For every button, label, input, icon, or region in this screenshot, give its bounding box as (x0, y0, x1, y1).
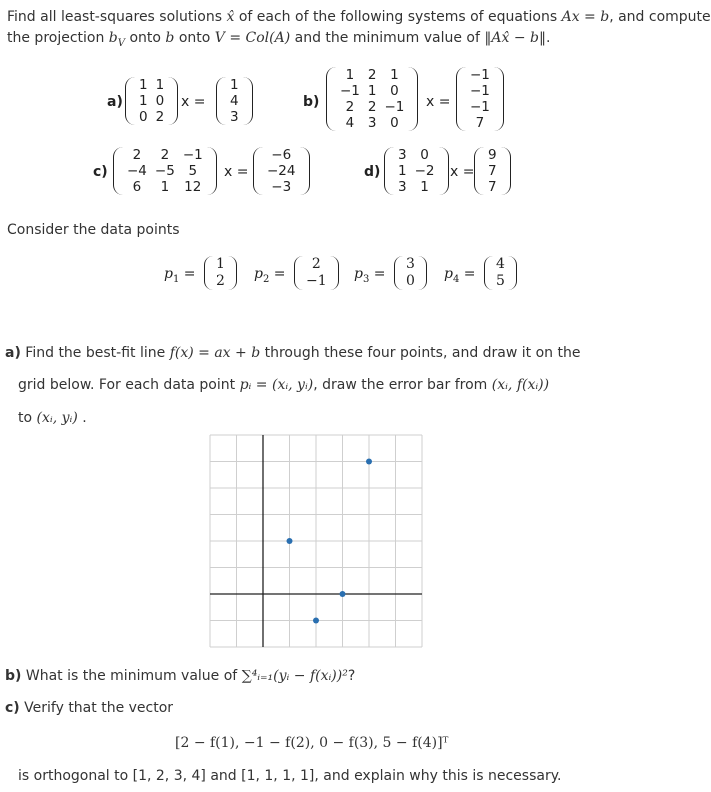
equals-sign: = (369, 266, 386, 282)
right-paren (418, 256, 427, 290)
matrix-entry: 7 (475, 115, 485, 131)
part-a-text: Find the best-fit line (20, 345, 170, 361)
matrix-entry: −5 (154, 163, 175, 179)
part-c-line (5, 698, 173, 718)
intro-text: and the minimum value of (290, 30, 485, 46)
matrix-entry: 1 (139, 93, 148, 109)
point-vector-4 (484, 256, 517, 290)
matrix-entry: 7 (488, 163, 497, 179)
matrix-entry: −1 (470, 83, 490, 99)
matrix-entry: −1 (384, 99, 405, 115)
right-paren (207, 147, 217, 195)
point-vector-1 (204, 256, 237, 290)
point-vector-3 (394, 256, 427, 290)
error-bar-start: (xᵢ, f(xᵢ)) (491, 377, 550, 393)
left-paren (484, 256, 493, 290)
system-b-rhs (456, 67, 504, 131)
v-definition: V = Col(A) (214, 30, 291, 46)
left-paren (394, 256, 403, 290)
right-paren (408, 67, 418, 131)
data-point-4 (366, 459, 372, 465)
left-paren (204, 256, 213, 290)
matrix-entry: 2 (367, 67, 377, 83)
vector-entry: 1 (216, 256, 225, 272)
matrix-entry: −24 (267, 163, 296, 179)
x-equals: x = (224, 164, 249, 180)
part-c-text: Verify that the vector (19, 700, 174, 716)
error-bar-end: (xᵢ, yᵢ) (36, 410, 78, 426)
intro-text: onto (174, 30, 215, 46)
left-paren (294, 256, 303, 290)
right-paren (228, 256, 237, 290)
matrix-entry: −2 (414, 163, 435, 179)
matrix-entry: 0 (390, 115, 399, 131)
matrix-entry: −1 (340, 83, 360, 99)
x-equals: x = (181, 94, 206, 110)
left-paren (253, 147, 263, 195)
scatter-grid (210, 435, 422, 647)
intro-line-2 (7, 28, 550, 54)
point-label-4 (444, 266, 476, 285)
part-a-line-1 (5, 343, 580, 363)
vector-entry: 2 (311, 256, 321, 272)
point-label-3 (354, 266, 386, 285)
point-subscript: 1 (172, 273, 180, 285)
matrix-entry: −3 (271, 179, 292, 195)
matrix-entry: −1 (470, 67, 490, 83)
matrix-entry: 0 (420, 147, 429, 163)
equals-sign: = (459, 266, 476, 282)
right-paren (501, 147, 511, 195)
sum-squared-errors: ∑⁴ᵢ₌₁(yᵢ − f(xᵢ))² (241, 668, 348, 684)
matrix-entry: 0 (390, 83, 399, 99)
matrix-entry: 6 (132, 179, 142, 195)
matrix-entry: −1 (470, 99, 490, 115)
matrix-entry: 1 (160, 179, 170, 195)
left-paren (326, 67, 336, 131)
matrix-entry: 1 (155, 77, 165, 93)
matrix-entry: 1 (230, 77, 239, 93)
matrix-entry: 7 (488, 179, 497, 195)
matrix-entry: 2 (132, 147, 142, 163)
bv-subscript: V (117, 37, 125, 49)
point-name: p (354, 266, 363, 282)
equals-sign: = (269, 266, 286, 282)
part-a-text: , draw the error bar from (313, 377, 492, 393)
matrix-entry: 2 (160, 147, 170, 163)
point-vector-2 (294, 256, 339, 290)
point-label-1 (164, 266, 196, 285)
xhat-symbol: x̂ (226, 9, 235, 25)
point-subscript: 3 (362, 273, 370, 285)
system-a-matrix (125, 77, 178, 125)
system-a-label: a) (107, 94, 123, 110)
intro-text: Find all least-squares solutions (7, 9, 227, 25)
matrix-entry: 1 (139, 77, 148, 93)
matrix-entry: 12 (184, 179, 202, 195)
system-equation: Ax = b (561, 9, 610, 25)
left-paren (384, 147, 394, 195)
matrix-entry: 0 (139, 109, 148, 125)
part-a-text: to (18, 410, 37, 426)
system-a-rhs (216, 77, 253, 125)
matrix-entry: 1 (398, 163, 407, 179)
part-a-label: a) (5, 345, 21, 361)
right-paren (439, 147, 449, 195)
matrix-entry: 3 (367, 115, 377, 131)
matrix-entry: 1 (367, 83, 377, 99)
intro-text: onto (125, 30, 166, 46)
system-c-matrix (113, 147, 217, 195)
point-label-2 (254, 266, 286, 285)
system-d-label: d) (364, 164, 381, 180)
point-subscript: 2 (262, 273, 270, 285)
part-a-line-3 (18, 408, 87, 428)
orthogonal-statement: is orthogonal to [1, 2, 3, 4] and [1, 1, 1, 1], and explain why this is necessary. (18, 768, 562, 784)
system-d-rhs (474, 147, 511, 195)
matrix-entry: −1 (182, 147, 203, 163)
left-paren (456, 67, 466, 131)
b-symbol: b (165, 30, 175, 46)
system-d-matrix (384, 147, 449, 195)
matrix-entry: 9 (488, 147, 497, 163)
right-paren (330, 256, 339, 290)
system-b-label: b) (303, 94, 320, 110)
right-paren (508, 256, 517, 290)
equals-sign: = (179, 266, 196, 282)
vector-entry: −1 (306, 273, 327, 289)
norm-expression: ‖Ax̂ − b‖ (484, 30, 546, 46)
data-point-3 (340, 591, 346, 597)
data-point-2 (313, 618, 319, 624)
data-point-formula: pᵢ = (xᵢ, yᵢ) (239, 377, 314, 393)
matrix-entry: 2 (367, 99, 377, 115)
point-subscript: 4 (452, 273, 460, 285)
residual-vector: [2 − f(1), −1 − f(2), 0 − f(3), 5 − f(4)]ᵀ (175, 735, 449, 751)
system-c-label: c) (93, 164, 108, 180)
matrix-entry: 2 (345, 99, 355, 115)
left-paren (474, 147, 484, 195)
part-b-label: b) (5, 668, 22, 684)
part-c-label: c) (5, 700, 20, 716)
matrix-entry: 3 (398, 179, 407, 195)
point-name: p (164, 266, 173, 282)
matrix-entry: 4 (230, 93, 239, 109)
left-paren (125, 77, 135, 125)
system-b-matrix (326, 67, 418, 131)
left-paren (216, 77, 226, 125)
part-b-line (5, 666, 355, 686)
bv-symbol: b (108, 30, 118, 46)
matrix-entry: 4 (345, 115, 355, 131)
right-paren (300, 147, 310, 195)
part-a-text: through these four points, and draw it on the (260, 345, 581, 361)
vector-entry: 5 (496, 273, 505, 289)
matrix-entry: 3 (398, 147, 407, 163)
part-a-text: grid below. For each data point (18, 377, 240, 393)
point-name: p (254, 266, 263, 282)
matrix-entry: 1 (390, 67, 399, 83)
part-b-text: What is the minimum value of (21, 668, 242, 684)
intro-text: . (546, 30, 551, 46)
x-equals: x = (450, 164, 475, 180)
system-c-rhs (253, 147, 310, 195)
matrix-entry: 3 (230, 109, 239, 125)
right-paren (168, 77, 178, 125)
matrix-entry: 0 (155, 93, 165, 109)
vector-entry: 0 (406, 273, 415, 289)
point-name: p (444, 266, 453, 282)
vector-entry: 3 (406, 256, 415, 272)
vector-entry: 4 (496, 256, 505, 272)
intro-line-1 (7, 7, 711, 27)
part-a-text: . (77, 410, 87, 426)
x-equals: x = (426, 94, 451, 110)
matrix-entry: 1 (420, 179, 429, 195)
best-fit-formula: f(x) = ax + b (169, 345, 261, 361)
vector-entry: 2 (216, 273, 225, 289)
right-paren (243, 77, 253, 125)
matrix-entry: −4 (127, 163, 147, 179)
intro-text: , and compute (609, 9, 711, 25)
data-point-1 (287, 538, 293, 544)
part-a-line-2 (18, 375, 549, 395)
part-b-text: ? (347, 668, 356, 684)
right-paren (494, 67, 504, 131)
matrix-entry: 2 (155, 109, 165, 125)
matrix-entry: 1 (345, 67, 355, 83)
intro-text: the projection (7, 30, 109, 46)
left-paren (113, 147, 123, 195)
matrix-entry: 5 (188, 163, 198, 179)
matrix-entry: −6 (271, 147, 292, 163)
intro-text: of each of the following systems of equations (234, 9, 562, 25)
consider-text: Consider the data points (7, 222, 180, 238)
